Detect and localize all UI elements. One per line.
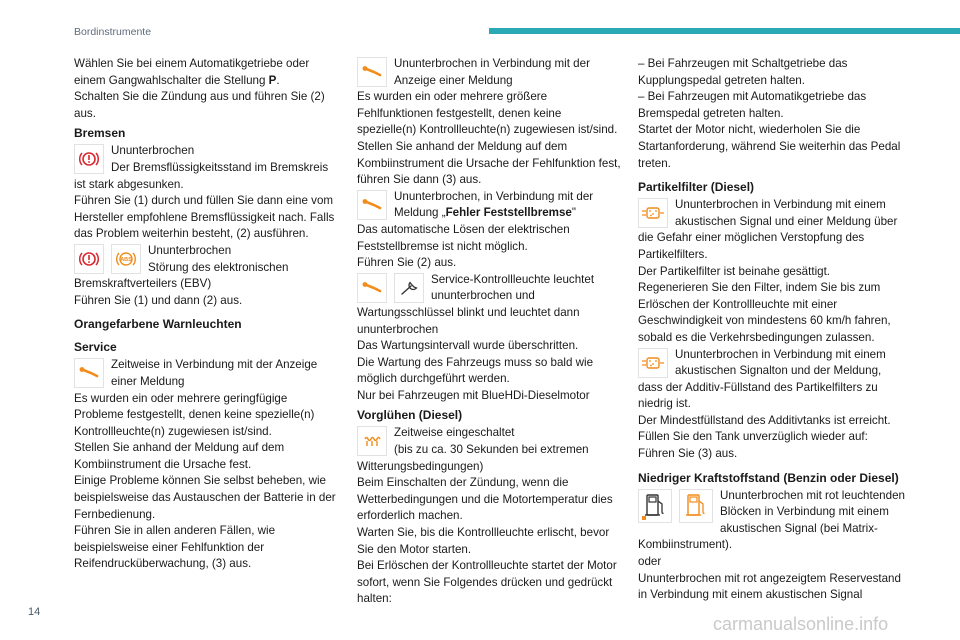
warning-text: Ununterbrochen mit rot leuchtenden Blöcken in Verbindung mit einem akustischen Signal (bei Matrix-Kombiinstrument). oder Ununterbrochen mit rot angezeigtem Reservestand in Verbindung mit einem akustischen Signal <box>638 488 905 602</box>
heading-partikelfilter: Partikelfilter (Diesel) <box>638 180 755 195</box>
heading-kraftstoff: Niedriger Kraftstoffstand (Benzin oder Diesel) <box>638 470 899 485</box>
service-wrench-icon <box>357 190 387 220</box>
header-accent-bar <box>489 28 960 34</box>
warning-text: Zeitweise eingeschaltet (bis zu ca. 30 Sekunden bei extremen Witterungsbedingungen) Beim Einschalten der Zündung, wenn die Wetterbedingungen und die Motortemperatur dies erforderlich machen. Warten Sie, bis die Kontrollleuchte erlischt, bevor Sie den Motor starten. Bei Erlöschen der Kontrollleuchte startet der Motor sofort, wenn Sie Folgendes drücken und gedrückt halten: <box>357 426 617 606</box>
warning-text: Ununterbrochen Störung des elektronischen Bremskraftverteilers (EBV) Führen Sie (1) und dann (2) aus. <box>74 243 289 307</box>
warning-entry <box>638 347 906 463</box>
column-2 <box>357 56 623 608</box>
text: . <box>276 73 280 87</box>
warning-text: Service-Kontrollleuchte leuchtet ununterbrochen und Wartungsschlüssel blinkt und leuchtet dann ununterbrochen Das Wartungsintervall wurde überschritten. Die Wartung des Fahrzeugs muss so bald wie möglich durchgeführt werden. Nur bei Fahrzeugen mit BlueHDi-Dieselmotor <box>357 272 595 402</box>
gear-position: P <box>268 73 277 87</box>
warning-entry <box>74 243 338 309</box>
service-key-icon <box>394 273 424 303</box>
svg-text:ABS: ABS <box>120 257 132 264</box>
column-1 <box>74 56 338 573</box>
page-number: 14 <box>28 606 41 618</box>
fuel-pump-icon <box>679 489 713 523</box>
warning-entry <box>357 189 623 272</box>
warning-entry <box>638 488 906 604</box>
warning-entry <box>638 197 906 346</box>
warning-entry <box>74 357 338 573</box>
heading-orange-warnings: Orangefarbene Warnleuchten <box>74 317 242 332</box>
header-title: Bordinstrumente <box>74 26 152 38</box>
warning-entry <box>357 425 623 608</box>
brake-warning-icon <box>74 144 104 174</box>
heading-service: Service <box>74 340 117 355</box>
text: Ununterbrochen, in Verbindung mit der Meldung „ <box>394 189 594 220</box>
text: " Das automatische Lösen der elektrischen Feststellbremse ist nicht möglich. Führen Sie (2) aus. <box>357 206 576 270</box>
heading-vorgluehen: Vorglühen (Diesel) <box>357 408 463 423</box>
paragraph: Schalten Sie die Zündung aus und führen Sie (2) aus. <box>74 90 325 120</box>
fuel-pump-icon <box>638 489 672 523</box>
warning-text: Ununterbrochen in Verbindung mit einem akustischen Signal und einer Meldung über die Gefahr einer möglichen Verstopfung des Partikelfilters. Der Partikelfilter ist beinahe gesättigt. Regenerieren Sie den Filter, indem Sie bis zum Erlöschen der Kontrollleuchte mit einer Geschwindigkeit von mindestens 60 km/h fahren, sobald es die Verkehrsbedingungen zulassen. <box>638 198 898 344</box>
watermark: carmanualsonline.info <box>713 614 889 634</box>
column-3 <box>638 56 906 604</box>
text: Wählen Sie bei einem Automatikgetriebe oder einem Gangwahlschalter die Stellung <box>74 57 310 87</box>
warning-text <box>357 189 623 272</box>
brake-warning-icon <box>74 244 104 274</box>
warning-entry <box>357 272 623 405</box>
warning-text: Ununterbrochen Der Bremsflüssigkeitsstand im Bremskreis ist stark abgesunken. Führen Sie (1) durch und füllen Sie dann eine vom Hersteller empfohlene Bremsflüssigkeit nach. Falls das Problem weiterhin besteht, (2) ausführen. <box>74 144 335 241</box>
service-wrench-icon <box>74 358 104 388</box>
abs-icon <box>111 244 141 274</box>
particle-filter-icon <box>638 348 668 378</box>
paragraph <box>74 56 338 89</box>
service-wrench-icon <box>357 273 387 303</box>
warning-entry <box>74 143 338 243</box>
warning-entry <box>357 56 623 189</box>
particle-filter-icon <box>638 198 668 228</box>
message-text: Fehler Feststellbremse <box>445 206 572 220</box>
warning-text: Zeitweise in Verbindung mit der Anzeige einer Meldung Es wurden ein oder mehrere geringfügige Probleme festgestellt, denen keine spezielle(n) Kontrollleuchte(n) zugewiesen ist/sind. Stellen Sie anhand der Meldung auf dem Kombiinstrument die Ursache fest. Einige Probleme können Sie selbst beheben, wie beispielsweise das Austauschen der Batterie in der Fernbedienung. Führen Sie in allen anderen Fällen, wie beispielsweise einer Fehlfunktion der Reifendrucküberwachung, (3) aus. <box>74 358 336 571</box>
preheat-glow-plug-icon <box>357 426 387 456</box>
service-wrench-icon <box>357 57 387 87</box>
paragraph: – Bei Fahrzeugen mit Schaltgetriebe das Kupplungspedal getreten halten. – Bei Fahrzeugen mit Automatikgetriebe das Bremspedal getreten halten. Startet der Motor nicht, wiederholen Sie die Startanforderung, während Sie weiterhin das Pedal treten. <box>638 57 901 170</box>
warning-text: Ununterbrochen in Verbindung mit der Anzeige einer Meldung Es wurden ein oder mehrere größere Fehlfunktionen festgestellt, denen keine spezielle(n) Kontrollleuchte(n) zugewiesen ist/sind. Stellen Sie anhand der Meldung auf dem Kombiinstrument die Ursache der Fehlfunktion fest, führen Sie dann (3) aus. <box>357 57 621 187</box>
heading-bremsen: Bremsen <box>74 126 126 141</box>
warning-text: Ununterbrochen in Verbindung mit einem akustischen Signalton und der Meldung, dass der Additiv-Füllstand des Partikelfilters zu niedrig ist. Der Mindestfüllstand des Additivtanks ist erreicht. Füllen Sie den Tank unverzüglich wieder auf: Führen Sie (3) aus. <box>638 347 891 461</box>
